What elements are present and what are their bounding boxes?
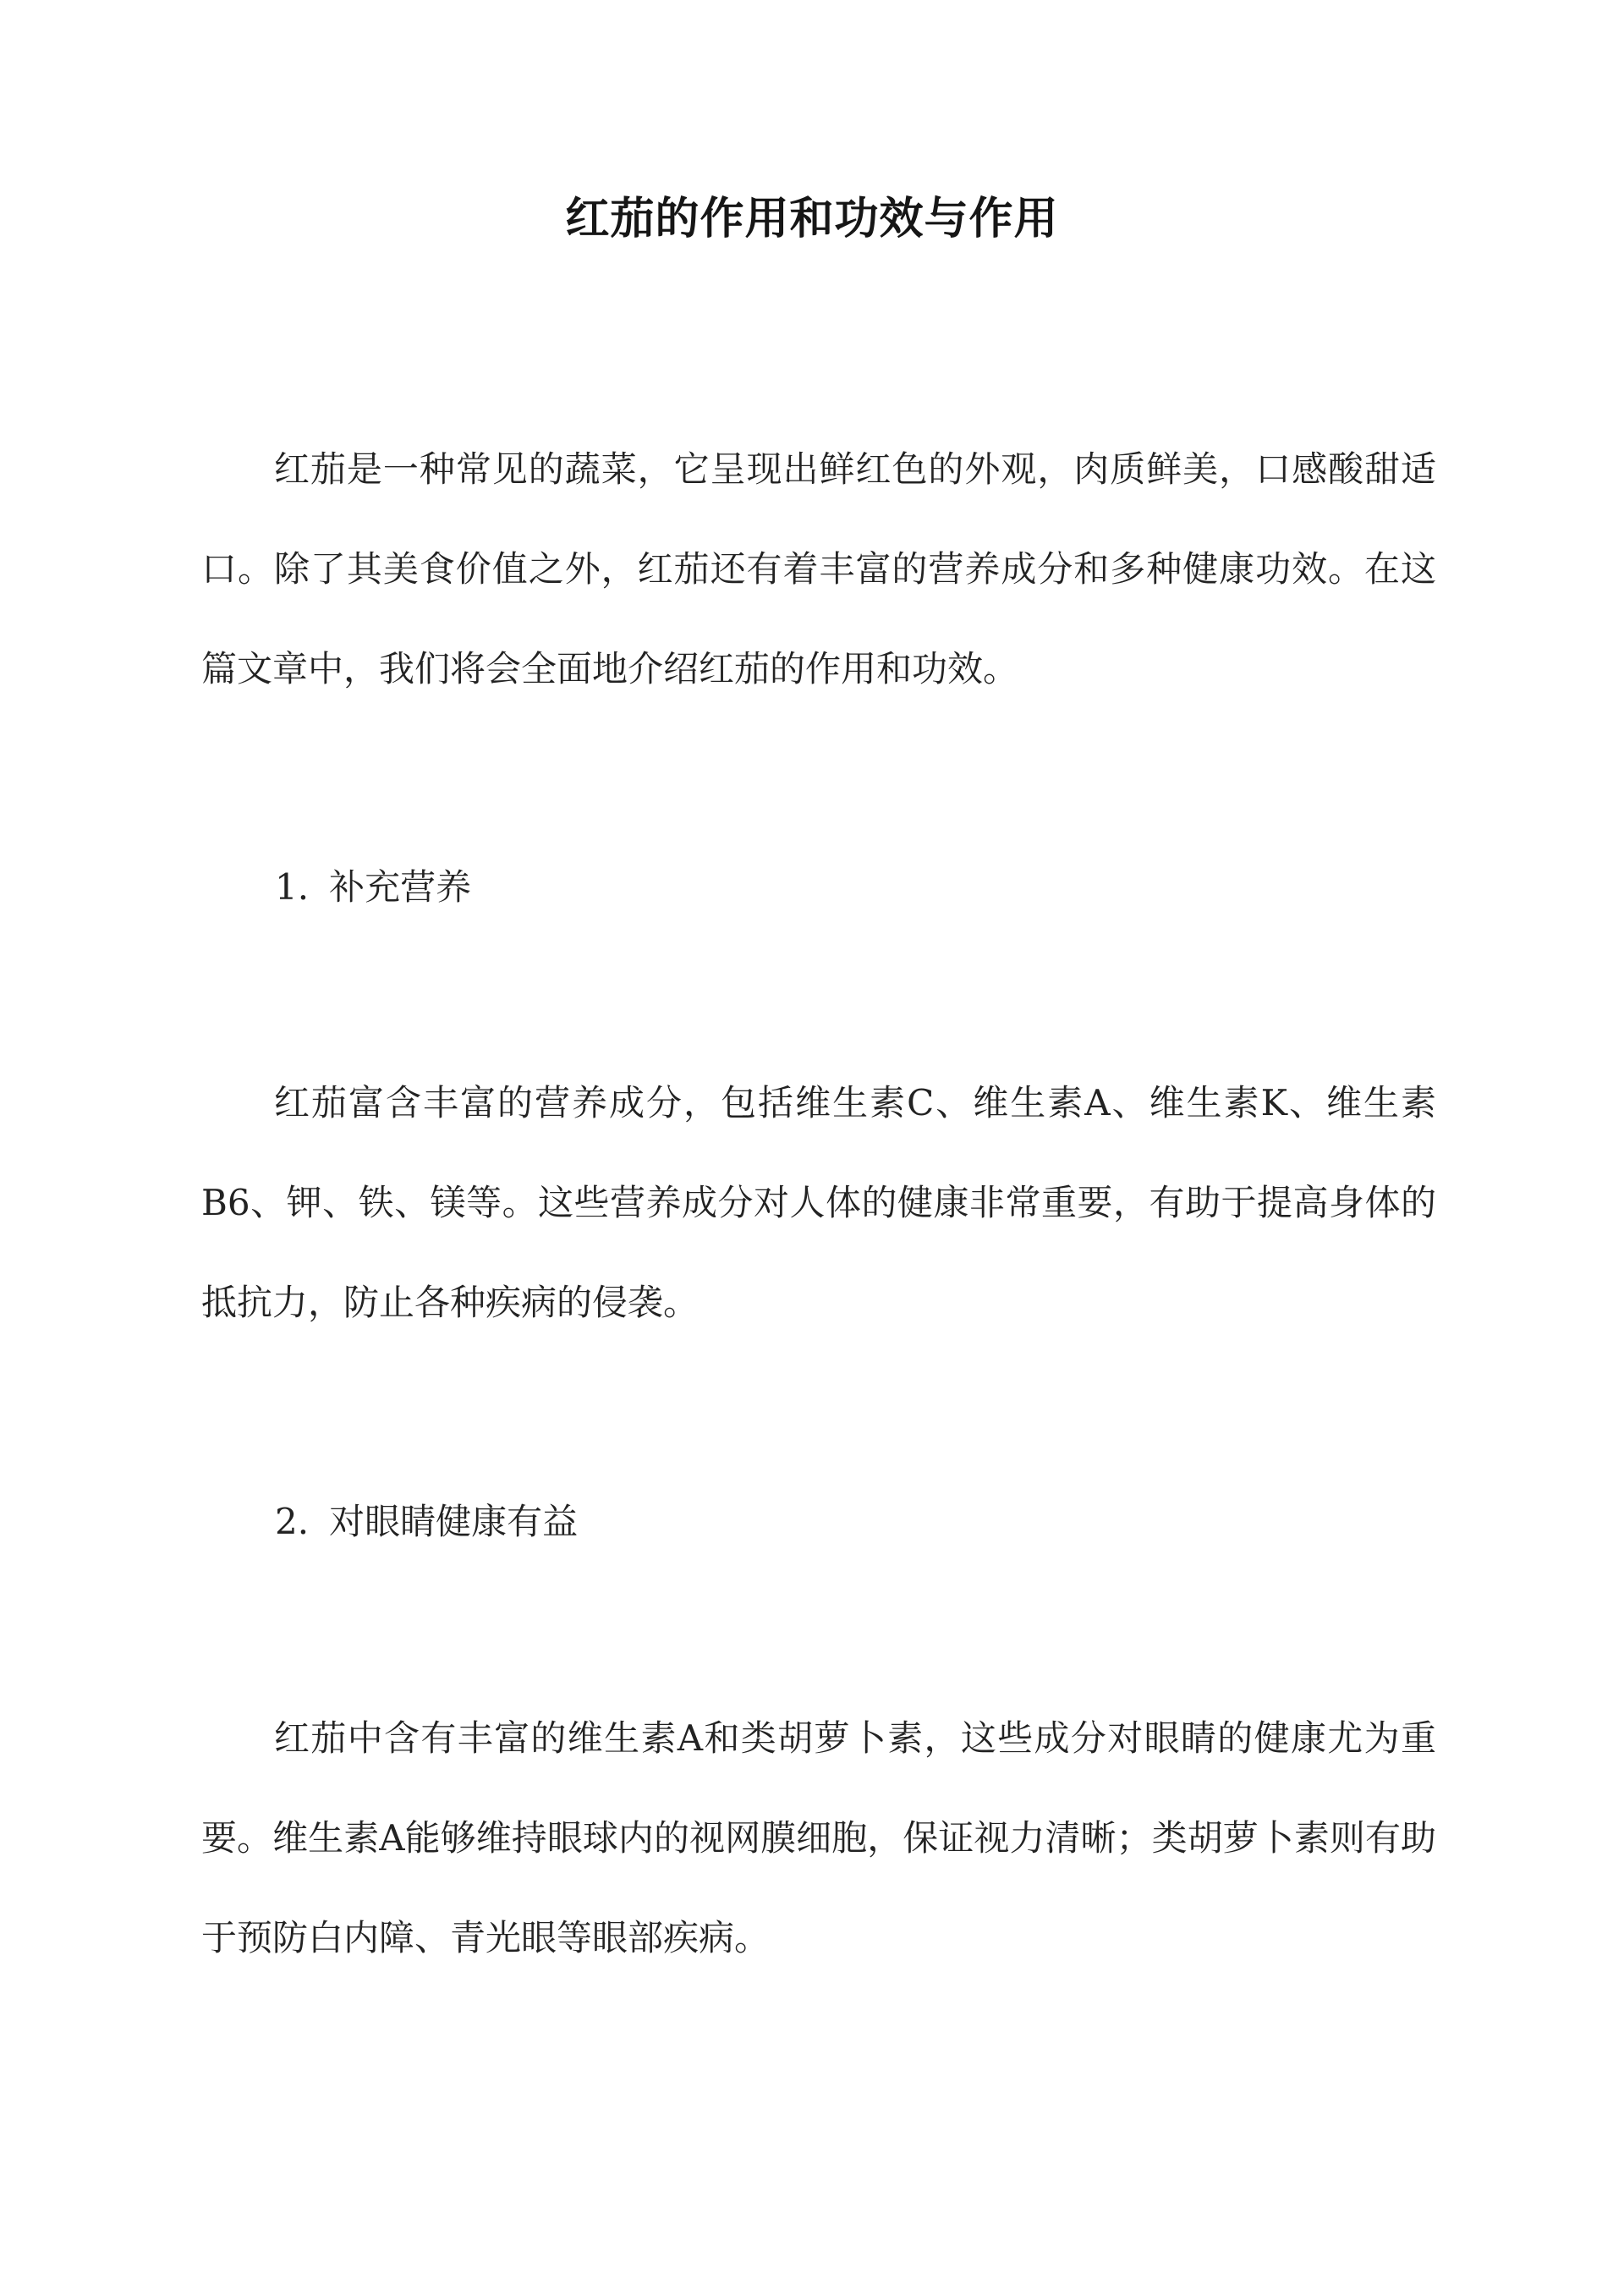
section-body-2: 红茄中含有丰富的维生素A和类胡萝卜素，这些成分对眼睛的健康尤为重要。维生素A能够维持眼球内的视网膜细胞，保证视力清晰；类胡萝卜素则有助于预防白内障、青光眼等眼部疾病。	[201, 1717, 1436, 1958]
section-body-1: 红茄富含丰富的营养成分，包括维生素C、维生素A、维生素K、维生素B6、钾、铁、镁等。这些营养成分对人体的健康非常重要，有助于提高身体的抵抗力，防止各种疾病的侵袭。	[201, 1082, 1436, 1323]
section-heading-2	[275, 1501, 578, 1543]
section-heading-text: 对眼睛健康有益	[329, 1501, 579, 1542]
section-number: 1.	[275, 866, 310, 908]
intro-paragraph: 红茄是一种常见的蔬菜，它呈现出鲜红色的外观，肉质鲜美，口感酸甜适口。除了其美食价值之外，红茄还有着丰富的营养成分和多种健康功效。在这篇文章中，我们将会全面地介绍红茄的作用和功效。	[201, 448, 1436, 689]
document-title: 红茄的作用和功效与作用	[565, 193, 1059, 244]
section-heading-1	[275, 866, 471, 909]
section-number: 2.	[275, 1501, 310, 1542]
section-heading-text: 补充营养	[329, 866, 472, 908]
